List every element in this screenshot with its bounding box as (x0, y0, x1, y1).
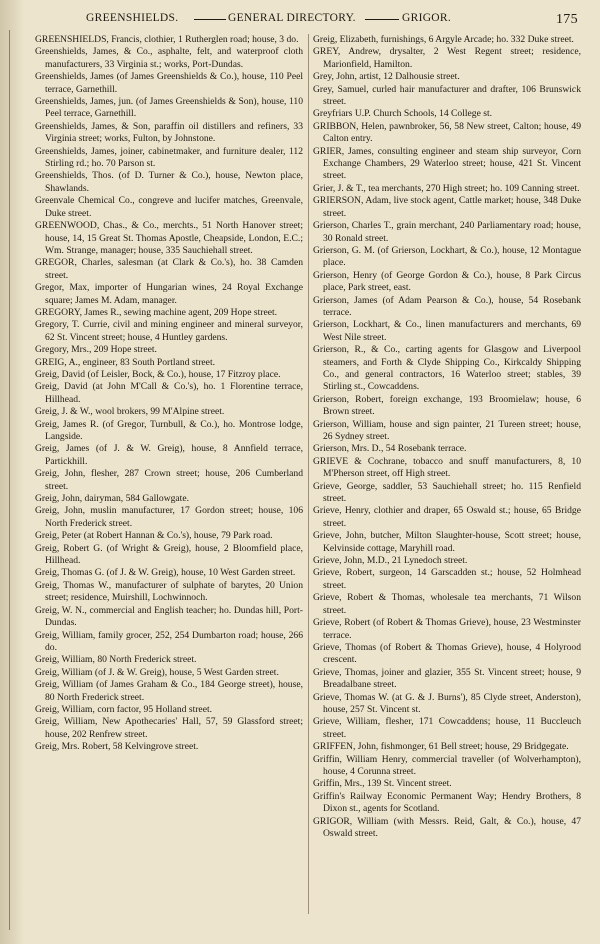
directory-entry: GREGOR, Charles, salesman (at Clark & Co.'s), ho. 38 Camden street. (35, 257, 303, 281)
directory-entry: Grierson, R., & Co., carting agents for Glasgow and Liverpool steamers, and Forth & Clyde Shipping Co., Kirkcaldy Shipping Co., and general contractors, 16 Waterloo street; stables, 39 Stirling st., Cowcaddens. (313, 344, 581, 393)
directory-entry: Greig, David (at John M'Call & Co.'s), ho. 1 Florentine terrace, Hillhead. (35, 381, 303, 405)
directory-entry: Grieve, George, saddler, 53 Sauchiehall street; ho. 115 Renfield street. (313, 480, 581, 505)
directory-entry: Greenshields, James, & Co., asphalte, felt, and waterproof cloth manufacturers, 33 Virginia st.; works, Port-Dundas. (35, 46, 303, 70)
header-dash-left (194, 19, 226, 20)
header-center: GENERAL DIRECTORY. (228, 12, 356, 24)
directory-entry: Greig, W. N., commercial and English teacher; ho. Dundas hill, Port-Dundas. (35, 604, 303, 629)
directory-entry: GREENSHIELDS, Francis, clothier, 1 Rutherglen road; house, 3 do. (35, 34, 299, 45)
directory-entry: Grieve, John, M.D., 21 Lynedoch street. (313, 555, 468, 567)
directory-entry: GREY, Andrew, drysalter, 2 West Regent street; residence, Marionfield, Hamilton. (313, 46, 581, 70)
directory-entry: Greenshields, James (of James Greenshields & Co.), house, 110 Peel terrace, Garnethill. (35, 71, 303, 95)
directory-entry: Greig, Mrs. Robert, 58 Kelvingrove street. (35, 741, 199, 753)
directory-entry: Greig, Elizabeth, furnishings, 6 Argyle Arcade; ho. 332 Duke street. (313, 34, 574, 45)
directory-entry: Grierson, G. M. (of Grierson, Lockhart, & Co.), house, 12 Montague place. (313, 244, 581, 269)
directory-entry: Gregor, Max, importer of Hungarian wines, 24 Royal Exchange square; James M. Adam, manager. (35, 282, 303, 306)
directory-entry: Grierson, Lockhart, & Co., linen manufacturers and merchants, 69 West Nile street. (313, 319, 581, 343)
directory-entry: Greig, David (of Leisler, Bock, & Co.), house, 17 Fitzroy place. (35, 368, 281, 380)
directory-entry: GREENWOOD, Chas., & Co., merchts., 51 North Hanover street; house, 14, 15 Great St. Thomas Apostle, Cheapside, London, E.C.; Wm. Strange, manager; house, 335 Sauchiehall street. (35, 220, 303, 256)
directory-entry: Greig, William, New Apothecaries' Hall, 57, 59 Glassford street; house, 202 Renfrew street. (35, 716, 303, 740)
directory-entry: Greig, John, muslin manufacturer, 17 Gordon street; house, 106 North Frederick street. (35, 505, 303, 529)
directory-entry: Gregory, T. Currie, civil and mining engineer and mineral surveyor, 62 St. Vincent street; house, 4 Huntley gardens. (35, 319, 303, 343)
directory-entry: Grierson, Charles T., grain merchant, 240 Parliamentary road; house, 30 Ronald street. (313, 220, 581, 244)
directory-entry: Greig, William (of J. & W. Greig), house, 5 West Garden street. (35, 666, 279, 678)
directory-entry: GRIGOR, William (with Messrs. Reid, Galt, & Co.), house, 47 Oswald street. (313, 815, 581, 839)
directory-entry: Greenshields, James, joiner, cabinetmaker, and furniture dealer, 112 Stirling rd.; ho. 70 Parson st. (35, 145, 303, 170)
directory-entry: Grieve, William, flesher, 171 Cowcaddens; house, 11 Buccleuch street. (313, 716, 581, 740)
directory-entry: Grieve, Henry, clothier and draper, 65 Oswald st.; house, 65 Bridge street. (313, 505, 581, 529)
directory-entry: Greenshields, Thos. (of D. Turner & Co.), house, Newton place, Shawlands. (35, 170, 303, 194)
directory-entry: Grieve, Thomas, joiner and glazier, 355 St. Vincent street; house, 9 Breadalbane street. (313, 666, 581, 691)
directory-entry: Grieve, Thomas (of Robert & Thomas Grieve), house, 4 Holyrood crescent. (313, 641, 581, 666)
directory-entry: Grieve, Robert, surgeon, 14 Garscadden st.; house, 52 Holmhead street. (313, 567, 581, 591)
directory-entry: Griffin, Mrs., 139 St. Vincent street. (313, 778, 452, 790)
directory-entry: Greig, Thomas G. (of J. & W. Greig), house, 10 West Garden street. (35, 567, 296, 579)
header-dash-right (365, 19, 399, 20)
directory-entry: Grey, Samuel, curled hair manufacturer and drafter, 106 Brunswick street. (313, 83, 581, 108)
directory-entry: Greig, James (of J. & W. Greig), house, 8 Annfield terrace, Partickhill. (35, 443, 303, 467)
left-column (35, 34, 303, 754)
directory-entry: Griffin, William Henry, commercial traveller (of Wolverhampton), house, 4 Corunna street. (313, 753, 581, 777)
directory-entry: Greig, James R. (of Gregor, Turnbull, & Co.), ho. Montrose lodge, Langside. (35, 418, 303, 442)
directory-entry: Greig, Peter (at Robert Hannan & Co.'s), house, 79 Park road. (35, 530, 273, 542)
directory-entry: Gregory, Mrs., 209 Hope street. (35, 344, 157, 356)
directory-entry: GRIEVE & Cochrane, tobacco and snuff manufacturers, 8, 10 M'Pherson street, off High street. (313, 455, 581, 480)
directory-entry: Grey, John, artist, 12 Dalhousie street. (313, 71, 460, 83)
running-header (60, 10, 580, 30)
directory-entry: GRIBBON, Helen, pawnbroker, 56, 58 New street, Calton; house, 49 Calton entry. (313, 120, 581, 145)
directory-entry: Greenshields, James, jun. (of James Greenshields & Son), house, 110 Peel terrace, Garnethill. (35, 96, 303, 120)
directory-entry: GRIFFEN, John, fishmonger, 61 Bell street; house, 29 Bridgegate. (313, 741, 569, 753)
gutter-divider (9, 30, 10, 930)
directory-entry: Greig, John, flesher, 287 Crown street; house, 206 Cumberland street. (35, 468, 303, 492)
directory-entry: Grierson, Robert, foreign exchange, 193 Broomielaw; house, 6 Brown street. (313, 393, 581, 418)
header-left: GREENSHIELDS. (86, 12, 179, 24)
directory-entry: Greig, Thomas W., manufacturer of sulphate of barytes, 20 Union street; residence, Muirshill, Lochwinnoch. (35, 579, 303, 604)
directory-entry: GREGORY, James R., sewing machine agent, 209 Hope street. (35, 306, 278, 318)
directory-entry: Greig, William (of James Graham & Co., 184 George street), house, 80 North Frederick street. (35, 679, 303, 703)
directory-entry: GREIG, A., engineer, 83 South Portland street. (35, 356, 216, 368)
directory-entry: Grierson, Henry (of George Gordon & Co.), house, 8 Park Circus place, Park street, east. (313, 269, 581, 294)
directory-entry: Grierson, Mrs. D., 54 Rosebank terrace. (313, 443, 467, 455)
directory-entry: Grieve, John, butcher, Milton Slaughter-house, Scott street; house, Kelvinside cottage, Maryhill road. (313, 530, 581, 554)
page-number: 175 (556, 12, 578, 27)
directory-entry: GRIERSON, Adam, live stock agent, Cattle market; house, 348 Duke street. (313, 195, 581, 219)
column-divider (308, 34, 309, 914)
directory-entry: GRIER, James, consulting engineer and steam ship surveyor, Corn Exchange Chambers, 29 Waterloo street; house, 421 St. Vincent street. (313, 145, 581, 182)
directory-entry: Greig, John, dairyman, 584 Gallowgate. (35, 493, 189, 505)
right-column (313, 34, 581, 840)
directory-entry: Greig, William, family grocer, 252, 254 Dumbarton road; house, 266 do. (35, 629, 303, 653)
directory-entry: Greyfriars U.P. Church Schools, 14 College st. (313, 108, 493, 120)
binding-gutter (0, 0, 24, 944)
directory-entry: Greenshields, James, & Son, paraffin oil distillers and refiners, 33 Virginia street; works, Fulton, by Johnstone. (35, 120, 303, 145)
directory-entry: Grieve, Robert & Thomas, wholesale tea merchants, 71 Wilson street. (313, 592, 581, 616)
directory-entry: Grierson, James (of Adam Pearson & Co.), house, 54 Rosebank terrace. (313, 294, 581, 318)
directory-entry: Greig, Robert G. (of Wright & Greig), house, 2 Bloomfield place, Hillhead. (35, 542, 303, 567)
directory-entry: Grier, J. & T., tea merchants, 270 High street; ho. 109 Canning street. (313, 182, 580, 194)
directory-entry: Greenvale Chemical Co., congreve and lucifer matches, Greenvale, Duke street. (35, 195, 303, 219)
directory-entry: Grierson, William, house and sign painter, 21 Tureen street; house, 26 Sydney street. (313, 418, 581, 442)
directory-entry: Griffin's Railway Economic Permanent Way; Hendry Brothers, 8 Dixon st., agents for Scotland. (313, 790, 581, 815)
directory-entry: Greig, William, corn factor, 95 Holland street. (35, 703, 213, 715)
directory-entry: Grieve, Robert (of Robert & Thomas Grieve), house, 23 Westminster terrace. (313, 617, 581, 641)
directory-entry: Greig, J. & W., wool brokers, 99 M'Alpine street. (35, 406, 225, 418)
directory-entry: Grieve, Thomas W. (at G. & J. Burns'), 85 Clyde street, Anderston), house, 257 St. Vincent st. (313, 691, 581, 715)
header-right: GRIGOR. (402, 12, 452, 24)
directory-entry: Greig, William, 80 North Frederick street. (35, 654, 197, 666)
